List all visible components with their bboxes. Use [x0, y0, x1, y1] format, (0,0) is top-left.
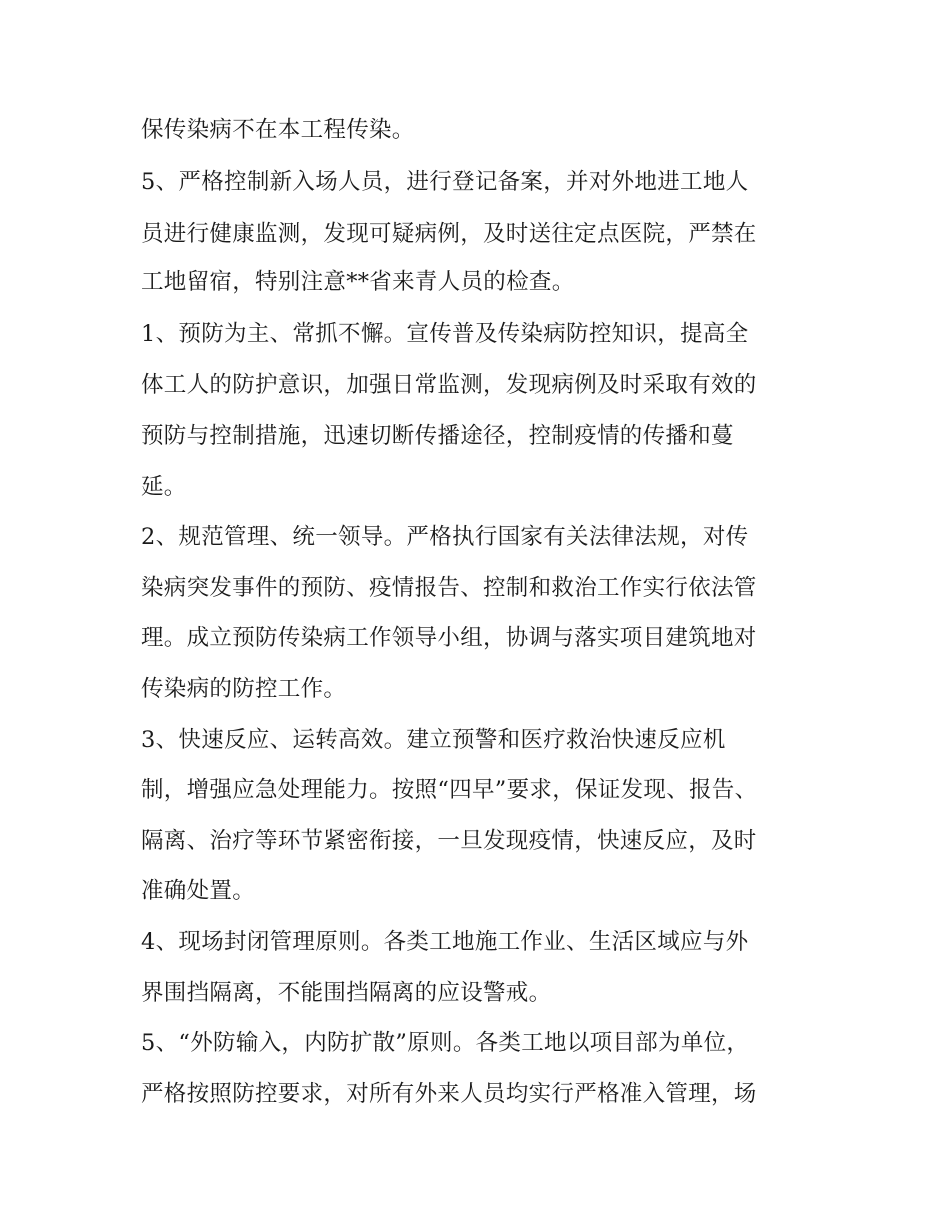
text-line: 制，增强应急处理能力。按照“四早”要求，保证发现、报告、: [141, 777, 758, 803]
text-line: 1、预防为主、常抓不懈。宣传普及传染病防控知识，提高全: [141, 321, 749, 347]
text-line: 3、快速反应、运转高效。建立预警和医疗救治快速反应机: [141, 727, 726, 753]
text-line: 5、“外防输入，内防扩散”原则。各类工地以项目部为单位，: [141, 1030, 750, 1056]
text-line: 5、严格控制新入场人员，进行登记备案，并对外地进工地人: [141, 169, 749, 195]
text-line: 准确处置。: [141, 878, 256, 904]
text-line: 员进行健康监测，发现可疑病例，及时送往定点医院，严禁在: [141, 221, 757, 247]
text-line: 染病突发事件的预防、疫情报告、控制和救治工作实行依法管: [141, 575, 757, 601]
text-line: 理。成立预防传染病工作领导小组，协调与落实项目建筑地对: [141, 625, 757, 651]
text-line: 严格按照防控要求，对所有外来人员均实行严格准入管理，场: [141, 1081, 757, 1107]
text-line: 2、规范管理、统一领导。严格执行国家有关法律法规，对传: [141, 524, 749, 550]
text-line: 隔离、治疗等环节紧密衔接，一旦发现疫情，快速反应，及时: [141, 828, 757, 854]
text-line: 预防与控制措施，迅速切断传播途径，控制疫情的传播和蔓: [141, 423, 734, 449]
text-line: 4、现场封闭管理原则。各类工地施工作业、生活区域应与外: [141, 929, 749, 955]
text-line: 工地留宿，特别注意**省来青人员的检查。: [141, 269, 575, 295]
text-line: 体工人的防护意识，加强日常监测，发现病例及时采取有效的: [141, 372, 757, 398]
text-line: 延。: [141, 474, 187, 500]
text-line: 界围挡隔离，不能围挡隔离的应设警戒。: [141, 980, 552, 1006]
text-line: 传染病的防控工作。: [141, 676, 347, 702]
text-line: 保传染病不在本工程传染。: [141, 117, 415, 143]
